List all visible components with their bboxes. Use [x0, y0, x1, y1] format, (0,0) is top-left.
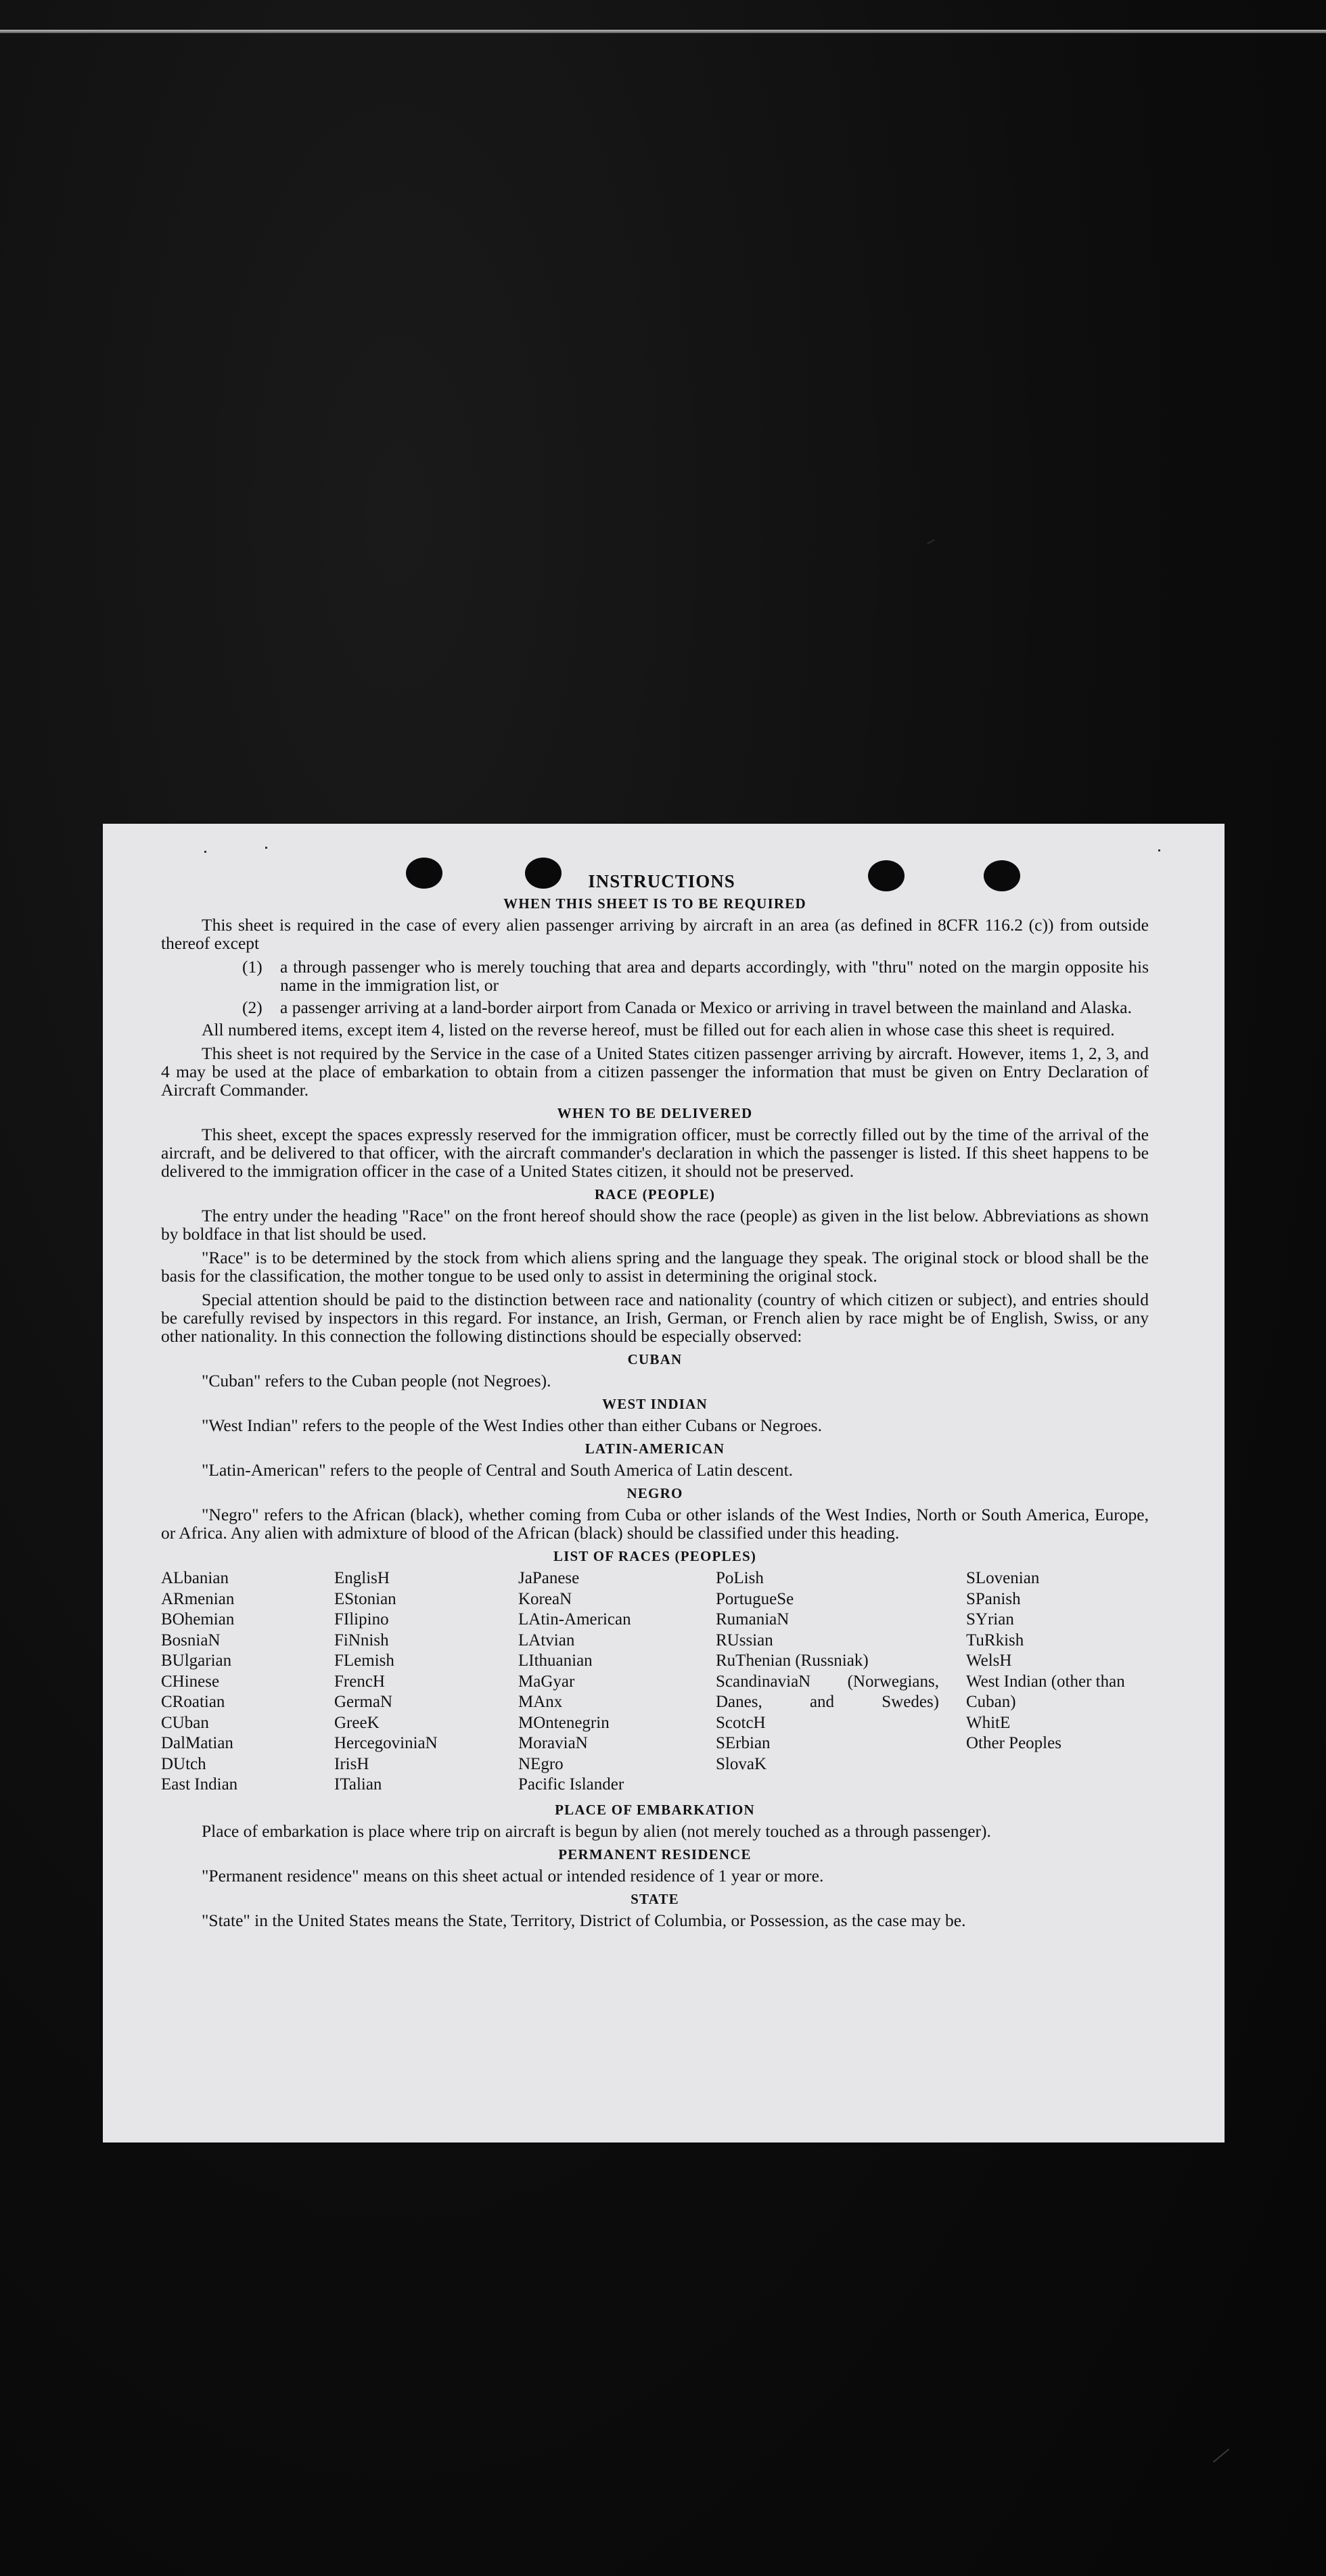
- section-heading-latin-american: LATIN-AMERICAN: [585, 1441, 725, 1457]
- paragraph: "Cuban" refers to the Cuban people (not Negroes).: [202, 1371, 551, 1390]
- race-entry: NEgro: [518, 1754, 564, 1773]
- section-heading-when-delivered: WHEN TO BE DELIVERED: [557, 1105, 753, 1121]
- section-heading-residence: PERMANENT RESIDENCE: [558, 1846, 752, 1863]
- race-entry: KoreaN: [518, 1589, 572, 1608]
- race-entry: BUlgarian: [161, 1652, 232, 1670]
- section-heading-state: STATE: [631, 1890, 679, 1907]
- race-entry: East Indian: [161, 1775, 238, 1794]
- race-entry: GermaN: [334, 1693, 393, 1711]
- paragraph: This sheet is required in the case of every alien passenger arriving by aircraft in an area (as defined in 8CFR 116.2 (c)) from outside thereof except: [161, 915, 1149, 953]
- race-entry: ITalian: [334, 1775, 382, 1794]
- race-entry: ARmenian: [161, 1589, 235, 1608]
- race-entry: CRoatian: [161, 1693, 225, 1711]
- section-heading-when-required: WHEN THIS SHEET IS TO BE REQUIRED: [503, 895, 806, 912]
- race-entry: SPanish: [966, 1589, 1021, 1608]
- paragraph: "Negro" refers to the African (black), whether coming from Cuba or other islands of the West Indies, North or South America, Europe, or Africa. Any alien with admixture of blood of the African (black) should be classified under this heading.: [161, 1505, 1149, 1543]
- page-mark: [204, 851, 206, 853]
- race-entry: West Indian (other than Cuban): [966, 1672, 1125, 1711]
- paragraph: This sheet, except the spaces expressly reserved for the immigration officer, must be correctly filled out by the time of the arrival of the aircraft, and be delivered to that officer, with the aircraft commander's declaration in which the passenger is listed. If this sheet happens to be delivered to the immigration officer in the case of a United States citizen, it should not be preserved.: [161, 1125, 1149, 1181]
- race-entry: CHinese: [161, 1672, 220, 1691]
- race-entry: Pacific Islander: [518, 1775, 624, 1794]
- race-entry: LIthuanian: [518, 1652, 593, 1670]
- race-entry: MaGyar: [518, 1672, 575, 1691]
- race-entry: MoraviaN: [518, 1734, 588, 1752]
- race-entry: WhitE: [966, 1713, 1011, 1732]
- section-heading-races-list: LIST OF RACES (PEOPLES): [553, 1548, 757, 1564]
- section-heading-negro: NEGRO: [626, 1485, 683, 1501]
- list-item: [242, 958, 1149, 994]
- item-number: (1): [242, 957, 262, 977]
- page-mark: [265, 847, 267, 849]
- item-number: (2): [242, 998, 262, 1017]
- race-entry: GreeK: [334, 1713, 380, 1732]
- race-entry: SYrian: [966, 1610, 1014, 1629]
- paragraph: "Race" is to be determined by the stock from which aliens spring and the language they speak. The original stock or blood shall be the basis for the classification, the mother tongue to be used only to assist in determining the original stock.: [161, 1248, 1149, 1286]
- paragraph: "Latin-American" refers to the people of Central and South America of Latin descent.: [202, 1460, 794, 1480]
- races-list: [161, 1568, 1149, 1796]
- race-entry: BosniaN: [161, 1631, 221, 1649]
- race-entry: FLemish: [334, 1652, 394, 1670]
- item-text: a through passenger who is merely touching that area and departs accordingly, with "thru" noted on the margin opposite his name in the immigration list, or: [280, 957, 1149, 995]
- races-column: [334, 1568, 518, 1796]
- race-entry: FrencH: [334, 1672, 385, 1691]
- paragraph: The entry under the heading "Race" on the front hereof should show the race (people) as given in the list below. Abbreviations as shown by boldface in that list should be used.: [161, 1206, 1149, 1244]
- races-column: [518, 1568, 716, 1796]
- race-entry: PortugueSe: [716, 1589, 794, 1608]
- race-entry: RumaniaN: [716, 1610, 790, 1629]
- race-entry: DalMatian: [161, 1734, 233, 1752]
- race-entry: CUban: [161, 1713, 209, 1732]
- page-mark: [1158, 849, 1160, 851]
- race-entry: BOhemian: [161, 1610, 235, 1629]
- paragraph: Special attention should be paid to the distinction between race and nationality (country of which citizen or subject), and entries should be carefully revised by inspectors in this regard. For instance, an Irish, German, or French alien by race might be of English, Swiss, or any other nationality. In this connection the following distinctions should be especially observed:: [161, 1290, 1149, 1346]
- race-entry: MAnx: [518, 1693, 563, 1711]
- race-entry: FIlipino: [334, 1610, 389, 1629]
- race-entry: EStonian: [334, 1589, 396, 1608]
- race-entry: RuThenian (Russniak): [716, 1652, 869, 1670]
- list-item: [242, 998, 1149, 1016]
- instructions-content: [161, 872, 1149, 1935]
- section-heading-cuban: CUBAN: [627, 1351, 683, 1367]
- race-entry: PoLish: [716, 1569, 764, 1587]
- paragraph: "State" in the United States means the State, Territory, District of Columbia, or Possession, as the case may be.: [202, 1910, 966, 1930]
- race-entry: WelsH: [966, 1652, 1012, 1670]
- race-entry: EnglisH: [334, 1569, 390, 1587]
- race-entry: HercegoviniaN: [334, 1734, 438, 1752]
- race-entry: RUssian: [716, 1631, 773, 1649]
- scanner-top-edge: [0, 30, 1326, 33]
- race-entry: ScandinaviaN (Norwegians, Danes, and Swedes): [716, 1672, 939, 1711]
- race-entry: ScotcH: [716, 1713, 766, 1732]
- race-entry: JaPanese: [518, 1569, 580, 1587]
- paragraph: "West Indian" refers to the people of the West Indies other than either Cubans or Negroes.: [202, 1415, 822, 1435]
- race-entry: FiNnish: [334, 1631, 389, 1649]
- race-entry: ALbanian: [161, 1569, 229, 1587]
- race-entry: SLovenian: [966, 1569, 1040, 1587]
- races-column: [966, 1568, 1149, 1796]
- race-entry: Other Peoples: [966, 1734, 1061, 1752]
- paragraph: Place of embarkation is place where trip on aircraft is begun by alien (not merely touched as a through passenger).: [202, 1821, 991, 1841]
- item-text: a passenger arriving at a land-border airport from Canada or Mexico or arriving in travel between the mainland and Alaska.: [280, 998, 1132, 1017]
- race-entry: TuRkish: [966, 1631, 1024, 1649]
- races-column: [716, 1568, 966, 1796]
- races-column: [161, 1568, 334, 1796]
- paragraph: "Permanent residence" means on this sheet actual or intended residence of 1 year or more.: [202, 1865, 824, 1886]
- race-entry: LAtin-American: [518, 1610, 631, 1629]
- paragraph: This sheet is not required by the Service in the case of a United States citizen passenger arriving by aircraft. However, items 1, 2, 3, and 4 may be used at the place of embarkation to obtain from a citizen passenger the information that must be given on Entry Declaration of Aircraft Commander.: [161, 1044, 1149, 1100]
- paragraph: All numbered items, except item 4, listed on the reverse hereof, must be filled out for each alien in whose case this sheet is required.: [202, 1020, 1115, 1039]
- document-page: [103, 824, 1225, 2142]
- race-entry: IrisH: [334, 1754, 369, 1773]
- page-title: INSTRUCTIONS: [588, 871, 735, 891]
- race-entry: SlovaK: [716, 1754, 767, 1773]
- race-entry: DUtch: [161, 1754, 206, 1773]
- race-entry: LAtvian: [518, 1631, 575, 1649]
- section-heading-race: RACE (PEOPLE): [594, 1186, 716, 1202]
- race-entry: MOntenegrin: [518, 1713, 610, 1732]
- race-entry: SErbian: [716, 1734, 771, 1752]
- section-heading-embarkation: PLACE OF EMBARKATION: [555, 1801, 755, 1818]
- section-heading-west-indian: WEST INDIAN: [602, 1396, 708, 1412]
